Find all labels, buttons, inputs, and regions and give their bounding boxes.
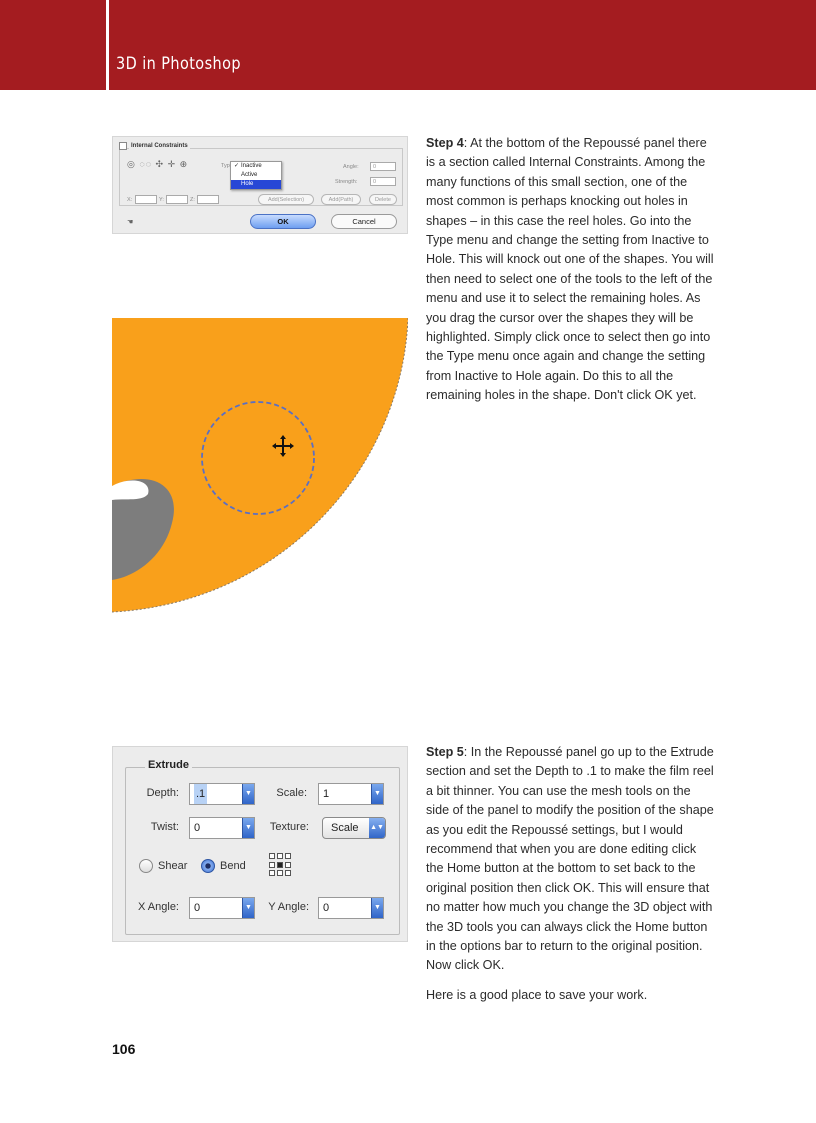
add-selection-button[interactable]: Add(Selection) [258, 194, 314, 205]
twist-value: 0 [194, 822, 201, 834]
bend-radio[interactable] [201, 859, 215, 873]
x-angle-field[interactable] [189, 897, 255, 919]
menu-item-hole[interactable]: Hole [231, 180, 281, 189]
z-field[interactable] [197, 195, 219, 204]
angle-field[interactable]: 0 [370, 162, 396, 171]
anchor-cell[interactable] [269, 862, 275, 868]
depth-dropdown-icon[interactable]: ▼ [242, 784, 254, 804]
anchor-cell[interactable] [269, 870, 275, 876]
strength-label: Strength: [335, 179, 358, 185]
strength-field[interactable]: 0 [370, 177, 396, 186]
step4-paragraph [426, 134, 714, 416]
depth-value: .1 [194, 784, 207, 804]
selection-tools-icons[interactable]: ◎ ◌◌ ✣ ✛ ⊕ [127, 159, 189, 169]
reel-shape-fill [112, 318, 408, 612]
delete-button[interactable]: Delete [369, 194, 397, 205]
x-field[interactable] [135, 195, 157, 204]
x-angle-label: X Angle: [138, 901, 179, 913]
scale-field[interactable] [318, 783, 384, 805]
save-note: Here is a good place to save your work. [426, 987, 648, 1002]
home-tool-icon[interactable]: ☚ [127, 219, 134, 226]
type-label: Typ [221, 163, 230, 169]
x-angle-dropdown-icon[interactable]: ▼ [242, 898, 254, 918]
depth-label: Depth: [146, 787, 179, 799]
menu-item-inactive[interactable]: ✓ Inactive [234, 163, 262, 169]
ok-button[interactable]: OK [250, 214, 316, 229]
step5-paragraph [426, 743, 714, 1015]
y-label: Y: [159, 197, 164, 203]
twist-label: Twist: [150, 821, 179, 833]
reel-shape-svg [112, 318, 408, 616]
texture-stepper-icon[interactable]: ▲▼ [369, 818, 385, 838]
checkmark-icon: ✓ [234, 163, 240, 169]
anchor-cell[interactable] [285, 870, 291, 876]
step4-text: : At the bottom of the Repoussé panel there is a section called Internal Constraints. Among the many functions of this small section, one of the most common is perhaps knocking out holes in shapes – in this case the reel holes. Go into the Type menu and change the setting from Inactive to Hole. This will knock out one of the shapes. You will then need to select one of the tools to the left of the menu and use it to select the remaining holes. As you drag the cursor over the shapes they will be highlighted. Simply click once to select then go into the Type menu once again and change the setting from Inactive to Hole again. Do this to all the remaining holes in the shape. Don't click OK yet. [426, 136, 714, 403]
depth-field[interactable] [189, 783, 255, 805]
cancel-button[interactable]: Cancel [331, 214, 397, 229]
anchor-cell[interactable] [277, 853, 283, 859]
menu-item-active[interactable]: Active [241, 172, 258, 178]
reel-shape-image [112, 318, 408, 616]
y-angle-value: 0 [323, 902, 330, 914]
y-field[interactable] [166, 195, 188, 204]
shear-radio[interactable] [139, 859, 153, 873]
page-number: 106 [112, 1041, 136, 1057]
step5-label: Step 5 [426, 745, 464, 759]
step4-label: Step 4 [426, 136, 464, 150]
anchor-cell[interactable] [285, 862, 291, 868]
texture-label: Texture: [269, 821, 309, 833]
shear-label: Shear [158, 860, 188, 872]
mesh-anchor-grid-icon[interactable] [269, 853, 293, 877]
angle-label: Angle: [343, 164, 359, 170]
anchor-cell[interactable] [277, 870, 283, 876]
z-label: Z: [190, 197, 195, 203]
y-angle-field[interactable] [318, 897, 384, 919]
collapse-toggle-icon[interactable] [119, 142, 127, 150]
header-divider [106, 0, 109, 90]
twist-field[interactable] [189, 817, 255, 839]
twist-dropdown-icon[interactable]: ▼ [242, 818, 254, 838]
add-path-button[interactable]: Add(Path) [321, 194, 361, 205]
internal-constraints-legend: Internal Constraints [131, 143, 188, 149]
anchor-cell-selected[interactable] [277, 862, 283, 868]
y-angle-label: Y Angle: [268, 901, 309, 913]
step5-text: : In the Repoussé panel go up to the Extrude section and set the Depth to .1 to make the film reel a bit thinner. You can use the mesh tools on the side of the panel to modify the position of the shape as you edit the Repoussé settings, but I would recommend that when you are done editing click the Home button at the bottom to set back to the original position then click OK. This will ensure that no matter how much you change the 3D object with the 3D tools you can always click the Home button in the options bar to return to the original position. Now click OK. [426, 745, 714, 973]
extrude-screenshot [112, 746, 408, 942]
y-angle-dropdown-icon[interactable]: ▼ [371, 898, 383, 918]
texture-select[interactable] [322, 817, 386, 839]
bend-label: Bend [220, 860, 246, 872]
chapter-title: 3D in Photoshop [116, 54, 241, 74]
anchor-cell[interactable] [269, 853, 275, 859]
extrude-legend: Extrude [145, 759, 192, 771]
scale-value: 1 [323, 788, 330, 800]
scale-dropdown-icon[interactable]: ▼ [371, 784, 383, 804]
header-band [0, 0, 816, 90]
internal-constraints-screenshot [112, 136, 408, 234]
x-label: X: [127, 197, 133, 203]
x-angle-value: 0 [194, 902, 201, 914]
anchor-cell[interactable] [285, 853, 291, 859]
type-menu[interactable] [230, 161, 282, 190]
scale-label: Scale: [276, 787, 307, 799]
texture-value: Scale [331, 822, 359, 834]
